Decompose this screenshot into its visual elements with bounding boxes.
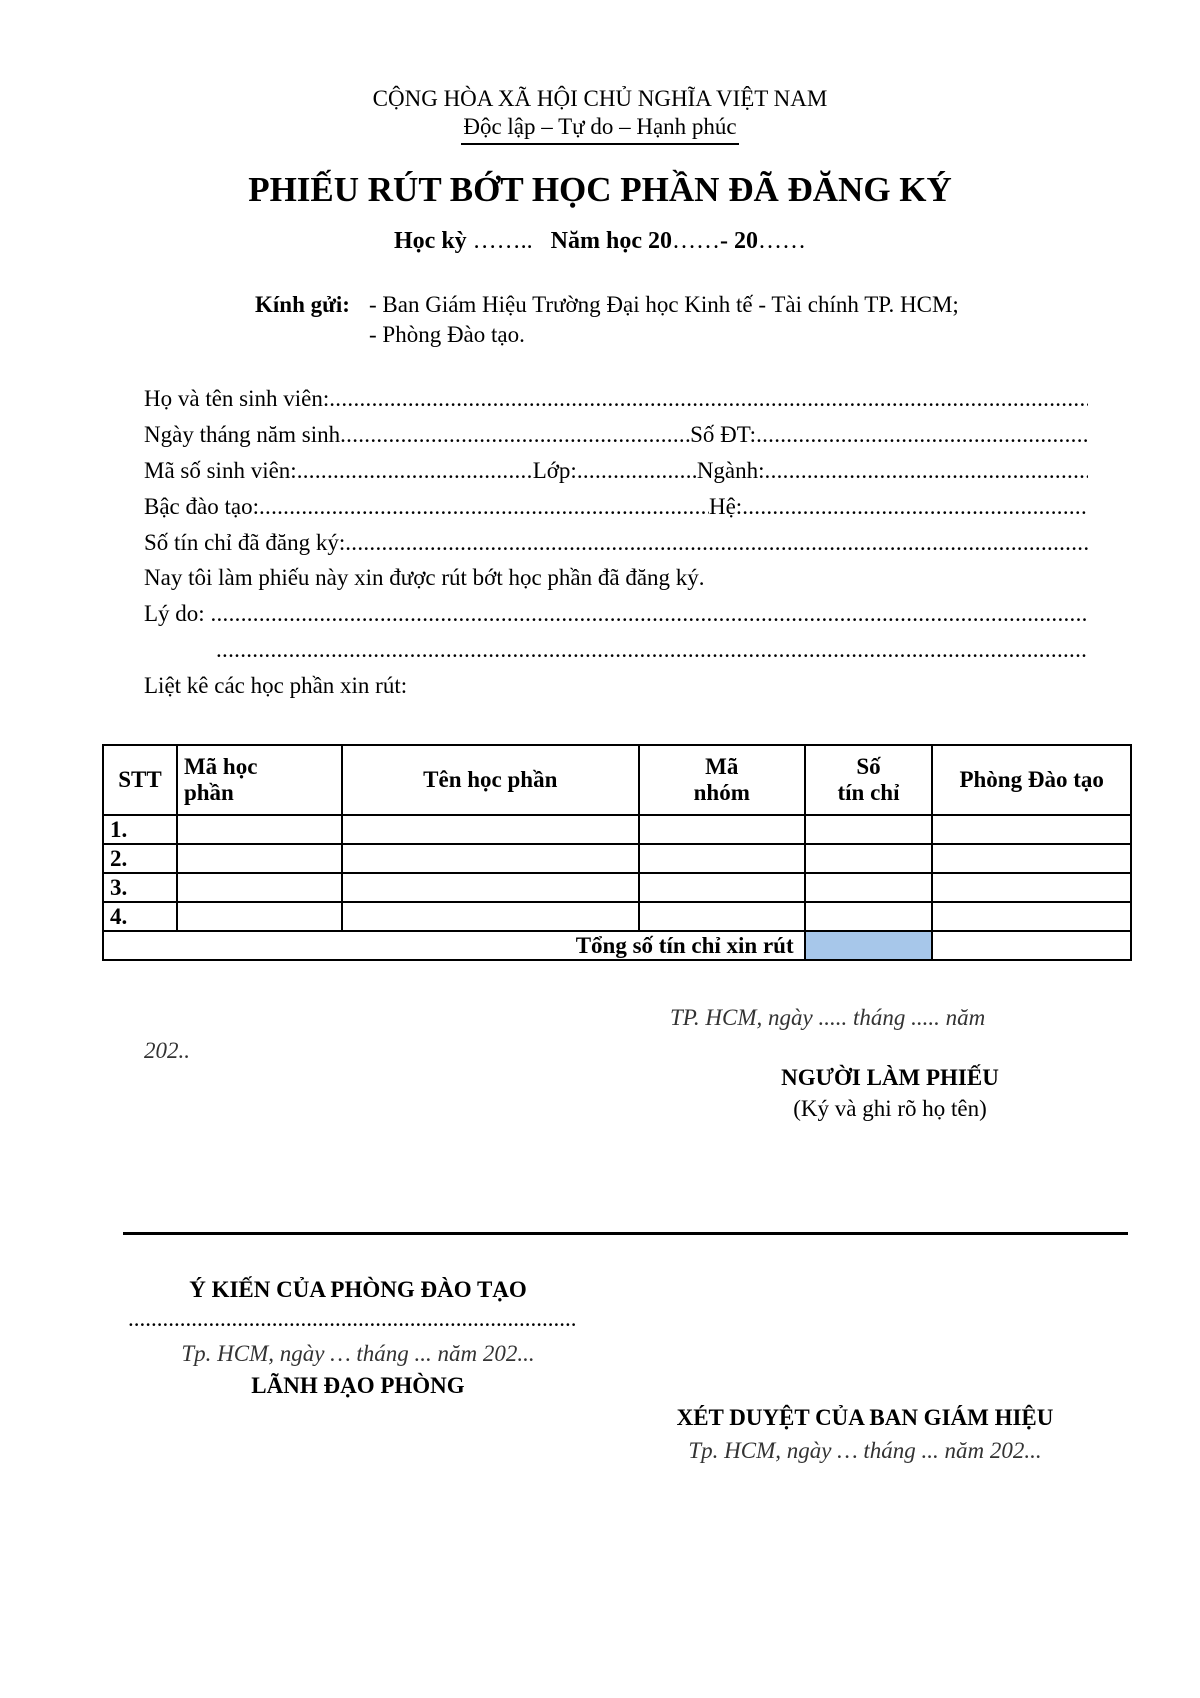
header-course-code-line1: Mã học xyxy=(183,754,258,779)
row-number: 3. xyxy=(103,873,177,902)
reason-label: Lý do: xyxy=(144,601,205,626)
reason-row-2 xyxy=(216,637,1088,667)
course-name-cell[interactable] xyxy=(342,815,639,844)
group-code-cell[interactable] xyxy=(639,844,805,873)
addressee-label: Kính gửi: xyxy=(255,292,350,317)
year-dots-end[interactable]: …… xyxy=(758,228,806,254)
table-row xyxy=(103,873,1131,902)
reason-field-continued[interactable] xyxy=(216,637,1088,663)
header-credits-line2: tín chỉ xyxy=(837,780,900,805)
signer-note: (Ký và ghi rõ họ tên) xyxy=(793,1096,987,1121)
header-group-code-line2: nhóm xyxy=(693,780,750,805)
office-cell[interactable] xyxy=(932,844,1131,873)
course-code-cell[interactable] xyxy=(177,815,342,844)
credits-cell[interactable] xyxy=(805,873,933,902)
major-label: Ngành: xyxy=(696,458,765,483)
phone-label: Số ĐT: xyxy=(690,422,757,447)
office-cell[interactable] xyxy=(932,873,1131,902)
request-statement: Nay tôi làm phiếu này xin được rút bớt học phần đã đăng ký. xyxy=(144,565,705,590)
course-name-cell[interactable] xyxy=(342,844,639,873)
row-number: 4. xyxy=(103,902,177,931)
signature-year: 202.. xyxy=(144,1038,190,1063)
form-title: PHIẾU RÚT BỚT HỌC PHẦN ĐÃ ĐĂNG KÝ xyxy=(248,170,952,209)
term-dots[interactable]: …….. xyxy=(472,228,533,254)
course-code-cell[interactable] xyxy=(177,902,342,931)
course-table xyxy=(102,744,1132,961)
id-class-major-row xyxy=(144,458,1088,488)
credits-registered-row xyxy=(144,530,1088,560)
row-number: 1. xyxy=(103,815,177,844)
birth-date-label: Ngày tháng năm sinh xyxy=(144,422,341,447)
phone-field[interactable] xyxy=(756,422,1088,448)
year-separator: - 20 xyxy=(720,228,758,254)
board-approval-title: XÉT DUYỆT CỦA BAN GIÁM HIỆU xyxy=(676,1405,1054,1430)
row-number: 2. xyxy=(103,844,177,873)
group-code-cell[interactable] xyxy=(639,815,805,844)
student-id-field[interactable] xyxy=(297,458,533,484)
birth-date-field[interactable] xyxy=(340,422,690,448)
header-course-name: Tên học phần xyxy=(342,745,639,815)
office-cell[interactable] xyxy=(932,815,1131,844)
table-total-row xyxy=(103,931,1131,960)
class-label: Lớp: xyxy=(532,458,577,483)
header-course-code xyxy=(177,745,342,815)
major-field[interactable] xyxy=(765,458,1088,484)
signer-title: NGƯỜI LÀM PHIẾU xyxy=(781,1065,999,1090)
term-label: Học kỳ xyxy=(394,228,467,254)
header-group-code xyxy=(639,745,805,815)
system-label: Hệ: xyxy=(708,494,743,519)
full-name-label: Họ và tên sinh viên: xyxy=(144,386,330,411)
addressee-board: - Ban Giám Hiệu Trường Đại học Kinh tế - Tài chính TP. HCM; xyxy=(369,292,959,317)
level-label: Bậc đào tạo: xyxy=(144,494,259,519)
level-field[interactable] xyxy=(259,494,709,520)
total-credits-value[interactable] xyxy=(805,931,933,960)
full-name-row xyxy=(144,386,1088,416)
motto-text: Độc lập – Tự do – Hạnh phúc xyxy=(461,114,738,145)
board-approval-date: Tp. HCM, ngày … tháng ... năm 202... xyxy=(688,1438,1042,1463)
office-cell[interactable] xyxy=(932,902,1131,931)
system-field[interactable] xyxy=(742,494,1088,520)
header-course-code-line2: phần xyxy=(183,780,234,805)
group-code-cell[interactable] xyxy=(639,902,805,931)
section-divider xyxy=(123,1232,1128,1235)
course-code-cell[interactable] xyxy=(177,873,342,902)
credits-registered-label: Số tín chỉ đã đăng ký: xyxy=(144,530,346,555)
national-title: CỘNG HÒA XÃ HỘI CHỦ NGHĨA VIỆT NAM xyxy=(372,86,828,111)
office-opinion-date: Tp. HCM, ngày … tháng ... năm 202... xyxy=(181,1341,535,1366)
office-leader-title: LÃNH ĐẠO PHÒNG xyxy=(251,1373,465,1398)
reason-row xyxy=(144,601,1088,631)
reason-field[interactable] xyxy=(210,601,1088,627)
term-line xyxy=(0,228,1200,255)
header-group-code-line1: Mã xyxy=(705,754,739,779)
birth-phone-row xyxy=(144,422,1088,452)
office-opinion-field[interactable] xyxy=(128,1306,576,1332)
header-credits xyxy=(805,745,933,815)
credits-registered-field[interactable] xyxy=(345,530,1088,556)
addressee-office: - Phòng Đào tạo. xyxy=(369,322,525,347)
header-stt: STT xyxy=(103,745,177,815)
header-credits-line1: Số xyxy=(856,754,881,779)
office-opinion-title: Ý KIẾN CỦA PHÒNG ĐÀO TẠO xyxy=(189,1277,527,1302)
course-code-cell[interactable] xyxy=(177,844,342,873)
course-name-cell[interactable] xyxy=(342,873,639,902)
course-list-title: Liệt kê các học phần xin rút: xyxy=(144,673,408,698)
total-office-cell[interactable] xyxy=(932,931,1131,960)
table-header-row xyxy=(103,745,1131,815)
credits-cell[interactable] xyxy=(805,844,933,873)
total-credits-label: Tổng số tín chỉ xin rút xyxy=(103,931,805,960)
credits-cell[interactable] xyxy=(805,815,933,844)
national-motto xyxy=(0,114,1200,145)
full-name-field[interactable] xyxy=(329,386,1088,412)
table-row xyxy=(103,815,1131,844)
table-row xyxy=(103,902,1131,931)
class-field[interactable] xyxy=(577,458,697,484)
table-row xyxy=(103,844,1131,873)
credits-cell[interactable] xyxy=(805,902,933,931)
student-id-label: Mã số sinh viên: xyxy=(144,458,297,483)
year-label: Năm học 20 xyxy=(550,228,672,254)
year-dots-start[interactable]: …… xyxy=(672,228,720,254)
course-name-cell[interactable] xyxy=(342,902,639,931)
group-code-cell[interactable] xyxy=(639,873,805,902)
signature-place-date: TP. HCM, ngày ..... tháng ..... năm xyxy=(670,1005,986,1030)
level-system-row xyxy=(144,494,1088,524)
header-office: Phòng Đào tạo xyxy=(932,745,1131,815)
